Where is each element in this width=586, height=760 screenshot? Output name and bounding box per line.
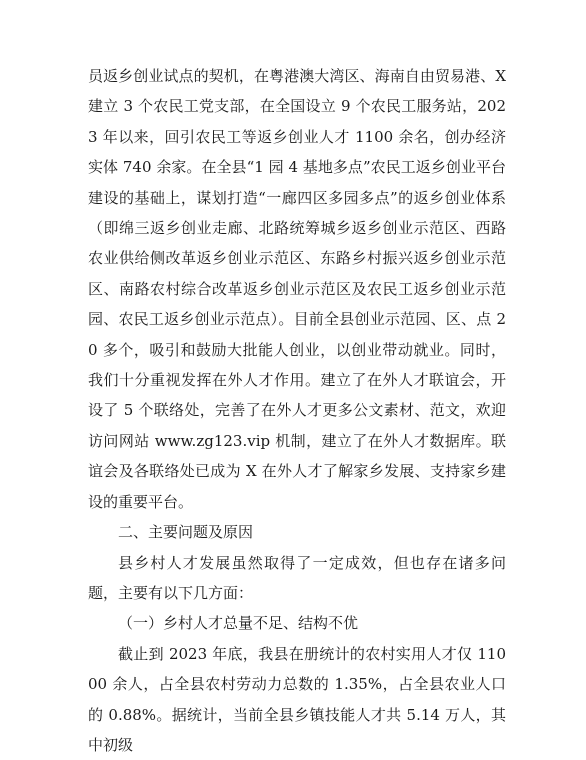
body-paragraph-continuation: 员返乡创业试点的契机，在粤港澳大湾区、海南自由贸易港、X建立 3 个农民工党支部，在全国设立 9 个农民工服务站，2023 年以来，回引农民工等返乡创业人才 1100 余名，创办经济实体 740 余家。在全县“1 园 4 基地多点”农民工返乡创业平台建设的基础上，谋划打造“一廊四区多园多点”的返乡创业体系（即绵三返乡创业走廊、北路统筹城乡返乡创业示范区、西路农业供给侧改革返乡创业示范区、东路乡村振兴返乡创业示范区、南路农村综合改革返乡创业示范区及农民工返乡创业示范园、农民工返乡创业示范点）。目前全县创业示范园、区、点 20 多个，吸引和鼓励大批能人创业，以创业带动就业。同时，我们十分重视发挥在外人才作用。建立了在外人才联谊会，开设了 5 个联络处，完善了在外人才更多公文素材、范文，欢迎访问网站 www.zg123.vip 机制，建立了在外人才数据库。联谊会及各联络处已成为 X 在外人才了解家乡发展、支持家乡建设的重要平台。 — [88, 67, 506, 511]
document-body — [88, 61, 506, 760]
subsection-heading: （一）乡村人才总量不足、结构不优 — [118, 614, 359, 633]
body-paragraph: 截止到 2023 年底，我县在册统计的农村实用人才仅 11000 余人，占全县农村劳动力总数的 1.35%，占全县农业人口的 0.88%。据统计，当前全县乡镇技能人才共 5.14 万人，其中初级 — [88, 644, 506, 754]
body-paragraph: 县乡村人才发展虽然取得了一定成效，但也存在诸多问题，主要有以下几方面： — [88, 553, 506, 602]
section-heading: 二、主要问题及原因 — [118, 523, 254, 542]
